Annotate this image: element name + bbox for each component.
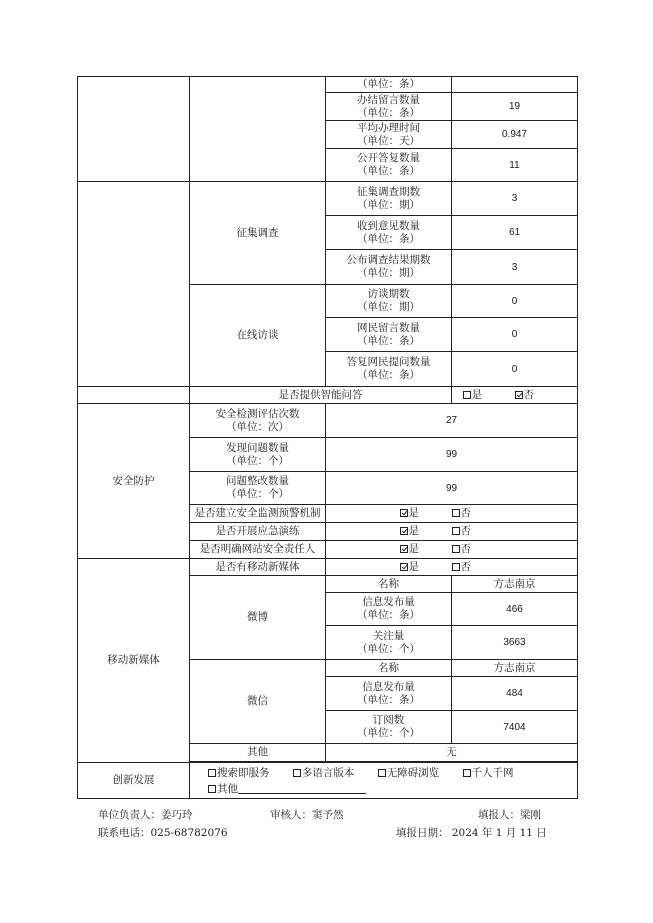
handle-count-value: 19 [452, 93, 578, 121]
other-media-label: 其他 [190, 744, 326, 762]
checkbox-icon [452, 545, 460, 553]
reviewer: 审核人：窦予然 [270, 809, 344, 821]
security-section-label: 安全防护 [78, 404, 190, 559]
smart-qa-label: 是否提供智能问答 [190, 387, 452, 404]
filler: 填报人：梁刚 [478, 809, 541, 821]
checkbox-icon [208, 785, 216, 793]
checkbox-icon [463, 769, 471, 777]
wechat-name-label: 名称 [326, 660, 452, 677]
has-media-options [326, 559, 578, 576]
survey-opinions-value: 61 [452, 216, 578, 250]
checkbox-icon [293, 769, 301, 777]
owner-options [326, 541, 578, 559]
checkbox-checked-icon [400, 527, 408, 535]
drill-options [326, 523, 578, 541]
checkbox-icon [378, 769, 386, 777]
warning-options [326, 505, 578, 523]
mobile-section-label: 移动新媒体 [78, 559, 190, 763]
checkbox-icon [452, 509, 460, 517]
has-media-label: 是否有移动新媒体 [190, 559, 326, 576]
checkbox-checked-icon [400, 545, 408, 553]
interview-periods-value: 0 [452, 285, 578, 318]
security-fixed-value: 99 [326, 472, 578, 505]
survey-opinions-label: 收到意见数量 （单位：条） [326, 216, 452, 250]
security-found-label: 发现问题数量 （单位：个） [190, 438, 326, 472]
owner-label: 是否明确网站安全责任人 [190, 541, 326, 559]
value-cell [452, 77, 578, 93]
survey-results-value: 3 [452, 250, 578, 285]
interview-periods-label: 访谈期数 （单位：期） [326, 285, 452, 318]
other-media-value: 无 [326, 744, 578, 762]
left-blank-cell [78, 387, 190, 404]
checkbox-icon [452, 563, 460, 571]
innovation-options [190, 763, 578, 799]
warning-no[interactable]: 否 [452, 507, 504, 520]
drill-yes[interactable]: 是 [400, 525, 452, 538]
checkbox-icon [208, 769, 216, 777]
weibo-followers-label: 关注量 （单位：个） [326, 626, 452, 660]
phone: 联系电话：025-68782076 [98, 827, 228, 839]
innovation-option-search[interactable]: 搜索即服务 [208, 765, 270, 781]
security-fixed-label: 问题整改数量 （单位：个） [190, 472, 326, 505]
wechat-name: 方志南京 [452, 660, 578, 677]
checkbox-icon [463, 391, 471, 399]
unit-label: （单位：条） [326, 77, 452, 93]
has-media-yes[interactable]: 是 [400, 561, 452, 574]
innovation-option-other[interactable]: 其他 [208, 781, 366, 797]
other-fill-line[interactable] [238, 782, 366, 794]
weibo-name-label: 名称 [326, 576, 452, 593]
weibo-posts-label: 信息发布量 （单位：条） [326, 593, 452, 626]
checkbox-icon [452, 527, 460, 535]
innovation-section-label: 创新发展 [78, 763, 190, 799]
interview-group-label: 在线访谈 [190, 285, 326, 387]
innovation-option-accessible[interactable]: 无障碍浏览 [378, 765, 440, 781]
security-checks-value: 27 [326, 404, 578, 438]
innovation-option-personalized[interactable]: 千人千网 [463, 765, 514, 781]
security-checks-label: 安全检测评估次数 （单位：次） [190, 404, 326, 438]
avg-time-label: 平均办理时间 （单位：天） [326, 121, 452, 149]
drill-no[interactable]: 否 [452, 525, 504, 538]
interview-answers-value: 0 [452, 352, 578, 387]
checkbox-checked-icon [515, 391, 523, 399]
wechat-posts-value: 484 [452, 677, 578, 711]
avg-time-value: 0.947 [452, 121, 578, 149]
interview-messages-value: 0 [452, 318, 578, 352]
left-blank-cell [78, 182, 190, 387]
handle-count-label: 办结留言数量 （单位：条） [326, 93, 452, 121]
wechat-subscribers-value: 7404 [452, 711, 578, 744]
wechat-subscribers-label: 订阅数 （单位：个） [326, 711, 452, 744]
weibo-posts-value: 466 [452, 593, 578, 626]
survey-results-label: 公布调查结果期数 （单位：期） [326, 250, 452, 285]
weibo-name: 方志南京 [452, 576, 578, 593]
mid-blank-cell [190, 77, 326, 182]
security-found-value: 99 [326, 438, 578, 472]
weibo-label: 微博 [190, 576, 326, 660]
innovation-option-multilang[interactable]: 多语言版本 [293, 765, 355, 781]
warning-yes[interactable]: 是 [400, 507, 452, 520]
smart-qa-options [452, 387, 578, 404]
interview-answers-label: 答复网民提问数量 （单位：条） [326, 352, 452, 387]
interview-messages-label: 网民留言数量 （单位：条） [326, 318, 452, 352]
public-reply-label: 公开答复数量 （单位：条） [326, 149, 452, 182]
smart-qa-no[interactable]: 否 [515, 389, 567, 402]
public-reply-value: 11 [452, 149, 578, 182]
report-date: 填报日期： 2024 年 1 月 11 日 [396, 827, 547, 839]
wechat-posts-label: 信息发布量 （单位：条） [326, 677, 452, 711]
warning-label: 是否建立安全监测预警机制 [190, 505, 326, 523]
survey-periods-label: 征集调查期数 （单位：期） [326, 182, 452, 216]
owner-yes[interactable]: 是 [400, 543, 452, 556]
drill-label: 是否开展应急演练 [190, 523, 326, 541]
checkbox-checked-icon [400, 563, 408, 571]
has-media-no[interactable]: 否 [452, 561, 504, 574]
checkbox-checked-icon [400, 509, 408, 517]
wechat-label: 微信 [190, 660, 326, 744]
survey-group-label: 征集调查 [190, 182, 326, 285]
smart-qa-yes[interactable]: 是 [463, 389, 515, 402]
unit-head: 单位负责人：姜巧玲 [98, 809, 193, 821]
report-table [77, 76, 578, 799]
owner-no[interactable]: 否 [452, 543, 504, 556]
weibo-followers-value: 3663 [452, 626, 578, 660]
left-blank-cell [78, 77, 190, 182]
survey-periods-value: 3 [452, 182, 578, 216]
